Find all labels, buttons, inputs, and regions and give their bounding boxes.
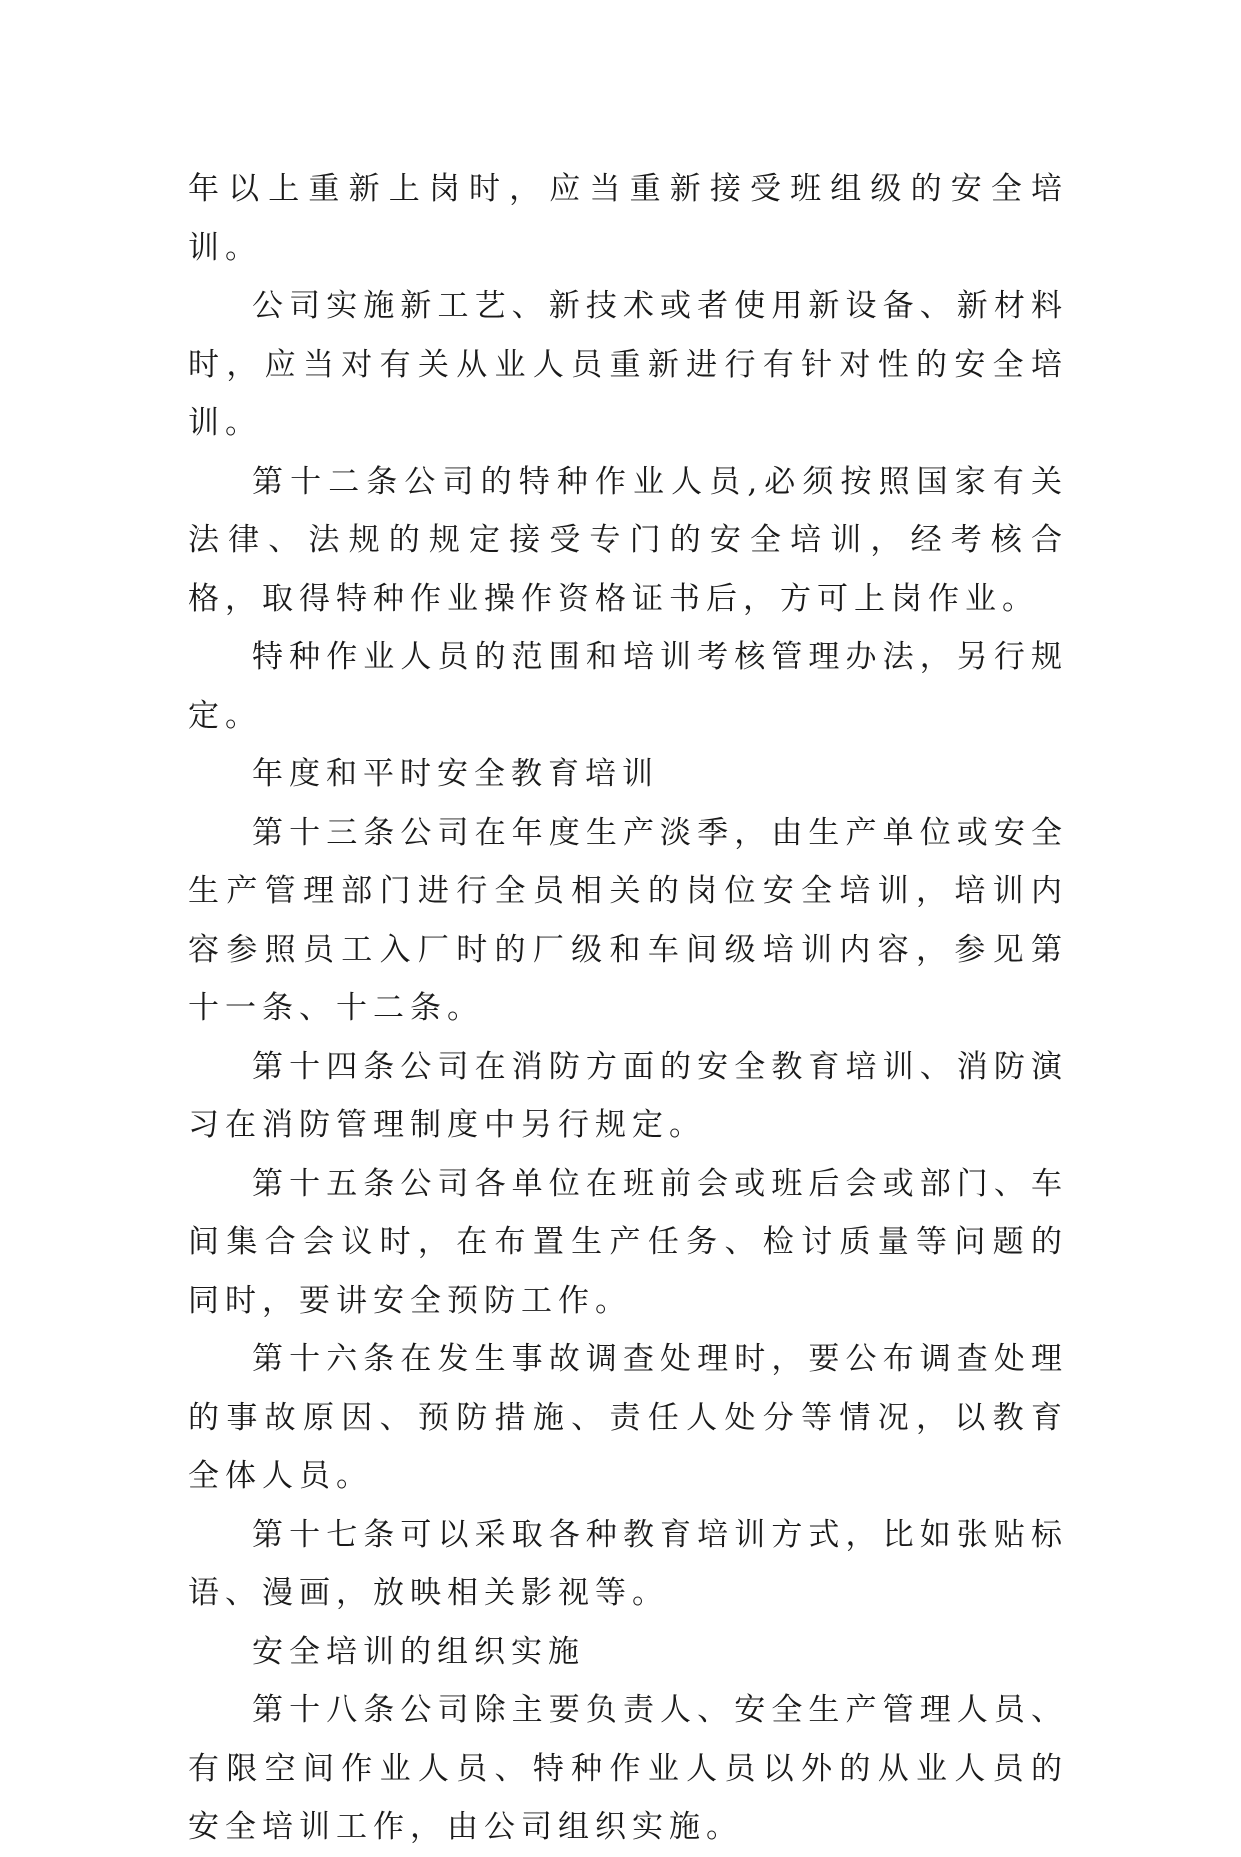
paragraph: 第十二条公司的特种作业人员,必须按照国家有关法律、法规的规定接受专门的安全培训，经考核合格，取得特种作业操作资格证书后，方可上岗作业。	[188, 463, 1068, 617]
paragraph: 第十七条可以采取各种教育培训方式，比如张贴标语、漫画，放映相关影视等。	[188, 1516, 1068, 1611]
paragraph: 第十三条公司在年度生产淡季，由生产单位或安全生产管理部门进行全员相关的岗位安全培训，培训内容参照员工入厂时的厂级和车间级培训内容，参见第十一条、十二条。	[188, 814, 1068, 1026]
paragraph: 第十八条公司除主要负责人、安全生产管理人员、有限空间作业人员、特种作业人员以外的从业人员的安全培训工作，由公司组织实施。	[188, 1692, 1068, 1845]
section-heading: 安全培训的组织实施	[252, 1633, 585, 1670]
paragraph: 第十四条公司在消防方面的安全教育培训、消防演习在消防管理制度中另行规定。	[188, 1048, 1068, 1143]
paragraph: 公司实施新工艺、新技术或者使用新设备、新材料时，应当对有关从业人员重新进行有针对性的安全培训。	[188, 288, 1068, 441]
paragraph: 第十五条公司各单位在班前会或班后会或部门、车间集合会议时，在布置生产任务、检讨质量等问题的同时，要讲安全预防工作。	[188, 1165, 1068, 1319]
paragraph: 年以上重新上岗时，应当重新接受班组级的安全培训。	[188, 171, 1068, 266]
section-heading: 年度和平时安全教育培训	[252, 756, 659, 792]
document-body	[188, 160, 1068, 1857]
paragraph: 第十六条在发生事故调查处理时，要公布调查处理的事故原因、预防措施、责任人处分等情况，以教育全体人员。	[188, 1341, 1068, 1494]
paragraph: 特种作业人员的范围和培训考核管理办法，另行规定。	[188, 639, 1068, 734]
